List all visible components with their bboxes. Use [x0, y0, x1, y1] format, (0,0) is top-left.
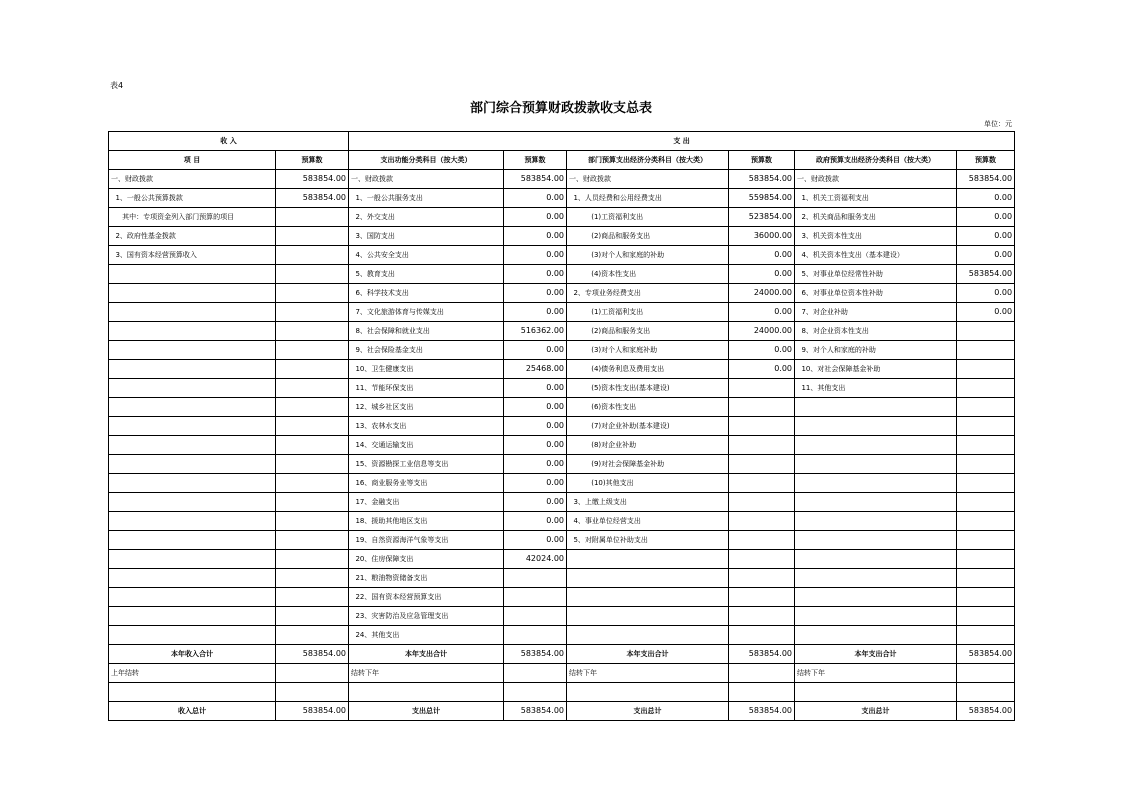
- table-row: [109, 303, 1015, 322]
- item-cell: 一、财政拨款: [109, 170, 276, 189]
- item-cell: 一、财政拨款: [795, 170, 957, 189]
- item-cell: [109, 493, 276, 512]
- budget-table-viewport: [108, 131, 1015, 715]
- budget-cell: [729, 626, 795, 645]
- budget-cell: [957, 322, 1015, 341]
- budget-cell: [276, 379, 349, 398]
- item-cell: 6、对事业单位资本性补助: [795, 284, 957, 303]
- item-cell: (3)对个人和家庭补助: [567, 341, 729, 360]
- item-cell: 2、机关商品和服务支出: [795, 208, 957, 227]
- budget-cell: [276, 227, 349, 246]
- empty-cell: [957, 664, 1015, 683]
- item-cell: 6、科学技术支出: [349, 284, 504, 303]
- item-cell: 21、粮油物资储备支出: [349, 569, 504, 588]
- income-total-value: 583854.00: [276, 702, 349, 721]
- item-cell: [109, 360, 276, 379]
- empty-cell: [567, 683, 729, 702]
- income-year-value: 583854.00: [276, 645, 349, 664]
- budget-cell: 0.00: [729, 246, 795, 265]
- budget-cell: [957, 474, 1015, 493]
- item-cell: 10、对社会保障基金补助: [795, 360, 957, 379]
- item-cell: [795, 607, 957, 626]
- item-cell: 7、对企业补助: [795, 303, 957, 322]
- table-row: [109, 588, 1015, 607]
- budget-cell: 583854.00: [957, 170, 1015, 189]
- item-cell: [109, 265, 276, 284]
- budget-cell: [276, 303, 349, 322]
- item-cell: [109, 474, 276, 493]
- item-cell: 1、机关工资福利支出: [795, 189, 957, 208]
- budget-cell: [729, 588, 795, 607]
- budget-cell: 559854.00: [729, 189, 795, 208]
- item-cell: 3、国防支出: [349, 227, 504, 246]
- budget-cell: 0.00: [729, 303, 795, 322]
- budget-cell: 0.00: [957, 246, 1015, 265]
- item-cell: 15、资源勘探工业信息等支出: [349, 455, 504, 474]
- budget-cell: [504, 588, 567, 607]
- item-cell: 18、援助其他地区支出: [349, 512, 504, 531]
- item-cell: 7、文化旅游体育与传媒支出: [349, 303, 504, 322]
- expense-total-value: 583854.00: [957, 702, 1015, 721]
- item-cell: 5、对附属单位补助支出: [567, 531, 729, 550]
- budget-cell: 0.00: [504, 227, 567, 246]
- budget-cell: 0.00: [504, 436, 567, 455]
- item-cell: [109, 626, 276, 645]
- budget-cell: [276, 208, 349, 227]
- budget-cell: [957, 455, 1015, 474]
- budget-cell: [729, 436, 795, 455]
- budget-cell: [957, 550, 1015, 569]
- empty-cell: [729, 683, 795, 702]
- empty-cell: [276, 683, 349, 702]
- item-cell: (2)商品和服务支出: [567, 322, 729, 341]
- budget-cell: [729, 531, 795, 550]
- item-cell: [109, 588, 276, 607]
- budget-cell: [276, 588, 349, 607]
- item-cell: 20、住房保障支出: [349, 550, 504, 569]
- empty-cell: [729, 664, 795, 683]
- item-cell: [795, 436, 957, 455]
- table-row: [109, 208, 1015, 227]
- empty-cell: [276, 664, 349, 683]
- item-cell: 19、自然资源海洋气象等支出: [349, 531, 504, 550]
- budget-cell: [276, 512, 349, 531]
- budget-cell: 24000.00: [729, 284, 795, 303]
- carry-out-label: 结转下年: [795, 664, 957, 683]
- table-row: [109, 512, 1015, 531]
- budget-cell: [957, 607, 1015, 626]
- item-cell: [109, 455, 276, 474]
- budget-cell: [504, 607, 567, 626]
- budget-cell: 0.00: [957, 303, 1015, 322]
- income-year-label: 本年收入合计: [109, 645, 276, 664]
- budget-cell: [276, 398, 349, 417]
- table-row: [109, 493, 1015, 512]
- table-row: [109, 322, 1015, 341]
- budget-cell: [504, 569, 567, 588]
- budget-header: 预算数: [276, 151, 349, 170]
- item-cell: 24、其他支出: [349, 626, 504, 645]
- budget-cell: 0.00: [504, 474, 567, 493]
- item-cell: [109, 322, 276, 341]
- budget-cell: [276, 493, 349, 512]
- item-cell: 13、农林水支出: [349, 417, 504, 436]
- item-cell: [795, 569, 957, 588]
- empty-cell: [349, 683, 504, 702]
- budget-cell: [957, 360, 1015, 379]
- budget-cell: 0.00: [504, 512, 567, 531]
- table-row: [109, 341, 1015, 360]
- budget-cell: [729, 607, 795, 626]
- expense-year-value: 583854.00: [504, 645, 567, 664]
- budget-cell: [276, 265, 349, 284]
- item-cell: 一、财政拨款: [349, 170, 504, 189]
- budget-cell: [957, 626, 1015, 645]
- item-cell: [567, 550, 729, 569]
- table-row: [109, 189, 1015, 208]
- budget-cell: 0.00: [504, 284, 567, 303]
- budget-cell: 0.00: [504, 341, 567, 360]
- budget-cell: [729, 398, 795, 417]
- item-cell: 17、金融支出: [349, 493, 504, 512]
- budget-cell: [957, 341, 1015, 360]
- item-cell: [567, 626, 729, 645]
- empty-cell: [504, 683, 567, 702]
- item-cell: [795, 417, 957, 436]
- item-cell: [109, 569, 276, 588]
- item-cell: 16、商业服务业等支出: [349, 474, 504, 493]
- item-cell: (5)资本性支出(基本建设): [567, 379, 729, 398]
- item-cell: [109, 531, 276, 550]
- budget-cell: [276, 284, 349, 303]
- item-cell: 2、外交支出: [349, 208, 504, 227]
- budget-cell: 0.00: [504, 189, 567, 208]
- carry-out-label: 结转下年: [567, 664, 729, 683]
- expense-year-label: 本年支出合计: [567, 645, 729, 664]
- income-item-header: 项 目: [109, 151, 276, 170]
- item-cell: (9)对社会保障基金补助: [567, 455, 729, 474]
- item-cell: [109, 417, 276, 436]
- item-cell: [109, 550, 276, 569]
- budget-cell: 0.00: [504, 379, 567, 398]
- item-cell: 1、一般公共服务支出: [349, 189, 504, 208]
- budget-cell: 0.00: [504, 208, 567, 227]
- totals-row: [109, 702, 1015, 721]
- budget-cell: [957, 398, 1015, 417]
- budget-cell: 523854.00: [729, 208, 795, 227]
- item-cell: 22、国有资本经营预算支出: [349, 588, 504, 607]
- item-cell: (1)工资福利支出: [567, 303, 729, 322]
- item-cell: [795, 455, 957, 474]
- item-cell: 4、机关资本性支出（基本建设）: [795, 246, 957, 265]
- budget-cell: 583854.00: [276, 189, 349, 208]
- budget-table: [108, 131, 1015, 721]
- item-cell: (4)债务利息及费用支出: [567, 360, 729, 379]
- budget-cell: 0.00: [729, 360, 795, 379]
- item-cell: [109, 607, 276, 626]
- table-row: [109, 607, 1015, 626]
- item-cell: 11、其他支出: [795, 379, 957, 398]
- budget-cell: [276, 607, 349, 626]
- budget-cell: [729, 455, 795, 474]
- expense-total-label: 支出总计: [349, 702, 504, 721]
- budget-cell: [276, 436, 349, 455]
- item-cell: [567, 569, 729, 588]
- dept-econ-class-header: 部门预算支出经济分类科目（按大类）: [567, 151, 729, 170]
- gov-econ-class-header: 政府预算支出经济分类科目（按大类）: [795, 151, 957, 170]
- item-cell: (3)对个人和家庭的补助: [567, 246, 729, 265]
- table-row: [109, 550, 1015, 569]
- expense-total-value: 583854.00: [729, 702, 795, 721]
- budget-cell: [276, 455, 349, 474]
- empty-cell: [957, 683, 1015, 702]
- budget-cell: [276, 341, 349, 360]
- budget-header: 预算数: [957, 151, 1015, 170]
- budget-cell: [276, 474, 349, 493]
- item-cell: [109, 303, 276, 322]
- item-cell: (10)其他支出: [567, 474, 729, 493]
- budget-cell: [957, 512, 1015, 531]
- budget-cell: 25468.00: [504, 360, 567, 379]
- item-cell: 4、事业单位经营支出: [567, 512, 729, 531]
- empty-cell: [109, 683, 276, 702]
- item-cell: 8、社会保障和就业支出: [349, 322, 504, 341]
- budget-cell: [276, 360, 349, 379]
- budget-cell: 583854.00: [957, 265, 1015, 284]
- item-cell: 23、灾害防治及应急管理支出: [349, 607, 504, 626]
- table-row: [109, 246, 1015, 265]
- budget-cell: 0.00: [957, 227, 1015, 246]
- item-cell: 3、上缴上级支出: [567, 493, 729, 512]
- expense-total-label: 支出总计: [795, 702, 957, 721]
- budget-cell: 0.00: [729, 341, 795, 360]
- budget-cell: 0.00: [504, 417, 567, 436]
- table-row: [109, 398, 1015, 417]
- table-row: [109, 227, 1015, 246]
- item-cell: [109, 398, 276, 417]
- budget-cell: [276, 626, 349, 645]
- expense-total-value: 583854.00: [504, 702, 567, 721]
- item-cell: 9、对个人和家庭的补助: [795, 341, 957, 360]
- budget-cell: [504, 626, 567, 645]
- budget-cell: 0.00: [504, 265, 567, 284]
- budget-cell: 583854.00: [729, 170, 795, 189]
- table-row: [109, 531, 1015, 550]
- budget-cell: 36000.00: [729, 227, 795, 246]
- budget-cell: 24000.00: [729, 322, 795, 341]
- item-cell: 12、城乡社区支出: [349, 398, 504, 417]
- empty-cell: [795, 683, 957, 702]
- item-cell: 2、政府性基金拨款: [109, 227, 276, 246]
- budget-cell: [276, 417, 349, 436]
- budget-cell: [957, 569, 1015, 588]
- item-cell: [109, 436, 276, 455]
- item-cell: [109, 379, 276, 398]
- item-cell: 一、财政拨款: [567, 170, 729, 189]
- carry-out-label: 结转下年: [349, 664, 504, 683]
- item-cell: 5、对事业单位经常性补助: [795, 265, 957, 284]
- budget-cell: 583854.00: [504, 170, 567, 189]
- item-cell: [795, 626, 957, 645]
- item-cell: 8、对企业资本性支出: [795, 322, 957, 341]
- budget-cell: 0.00: [504, 455, 567, 474]
- item-cell: 其中：专项资金列入部门预算的项目: [109, 208, 276, 227]
- table-row: [109, 265, 1015, 284]
- item-cell: [795, 531, 957, 550]
- budget-cell: 0.00: [957, 284, 1015, 303]
- budget-cell: 0.00: [504, 246, 567, 265]
- item-cell: (4)资本性支出: [567, 265, 729, 284]
- item-cell: 14、交通运输支出: [349, 436, 504, 455]
- expense-year-value: 583854.00: [729, 645, 795, 664]
- table-row: [109, 284, 1015, 303]
- item-cell: (6)资本性支出: [567, 398, 729, 417]
- item-cell: (8)对企业补助: [567, 436, 729, 455]
- budget-cell: 0.00: [504, 398, 567, 417]
- item-cell: [567, 607, 729, 626]
- budget-cell: [957, 436, 1015, 455]
- item-cell: 3、国有资本经营预算收入: [109, 246, 276, 265]
- item-cell: [795, 474, 957, 493]
- totals-row: [109, 683, 1015, 702]
- budget-cell: [276, 569, 349, 588]
- item-cell: 10、卫生健康支出: [349, 360, 504, 379]
- item-cell: [795, 398, 957, 417]
- item-cell: 1、人员经费和公用经费支出: [567, 189, 729, 208]
- budget-cell: [729, 550, 795, 569]
- item-cell: [109, 512, 276, 531]
- budget-cell: [729, 493, 795, 512]
- item-cell: [795, 550, 957, 569]
- item-cell: 3、机关资本性支出: [795, 227, 957, 246]
- budget-cell: 0.00: [957, 208, 1015, 227]
- income-total-label: 收入总计: [109, 702, 276, 721]
- budget-cell: [957, 531, 1015, 550]
- totals-row: [109, 645, 1015, 664]
- item-cell: (1)工资福利支出: [567, 208, 729, 227]
- income-header: 收 入: [109, 132, 349, 151]
- budget-cell: 583854.00: [276, 170, 349, 189]
- budget-cell: [957, 417, 1015, 436]
- table-row: [109, 379, 1015, 398]
- budget-cell: [729, 379, 795, 398]
- table-row: [109, 474, 1015, 493]
- budget-cell: [729, 569, 795, 588]
- budget-cell: [957, 588, 1015, 607]
- budget-cell: 516362.00: [504, 322, 567, 341]
- budget-cell: 0.00: [729, 265, 795, 284]
- table-row: [109, 417, 1015, 436]
- expense-year-value: 583854.00: [957, 645, 1015, 664]
- table-row: [109, 455, 1015, 474]
- item-cell: 1、一般公共预算拨款: [109, 189, 276, 208]
- budget-cell: [729, 474, 795, 493]
- budget-cell: 0.00: [504, 493, 567, 512]
- item-cell: [567, 588, 729, 607]
- totals-row: [109, 664, 1015, 683]
- item-cell: [795, 493, 957, 512]
- budget-cell: [276, 246, 349, 265]
- budget-cell: [729, 417, 795, 436]
- item-cell: [795, 512, 957, 531]
- item-cell: [795, 588, 957, 607]
- item-cell: 11、节能环保支出: [349, 379, 504, 398]
- table-row: [109, 626, 1015, 645]
- expense-total-label: 支出总计: [567, 702, 729, 721]
- item-cell: [109, 341, 276, 360]
- item-cell: 4、公共安全支出: [349, 246, 504, 265]
- budget-header: 预算数: [729, 151, 795, 170]
- budget-cell: [957, 493, 1015, 512]
- table-row: [109, 569, 1015, 588]
- expense-year-label: 本年支出合计: [349, 645, 504, 664]
- item-cell: (2)商品和服务支出: [567, 227, 729, 246]
- item-cell: 9、社会保险基金支出: [349, 341, 504, 360]
- page-title: 部门综合预算财政拨款收支总表: [469, 101, 652, 116]
- budget-cell: [276, 322, 349, 341]
- budget-cell: 0.00: [504, 303, 567, 322]
- budget-cell: [276, 531, 349, 550]
- table-row: [109, 360, 1015, 379]
- expense-header: 支 出: [349, 132, 1015, 151]
- unit-label: 单位：元: [984, 120, 1012, 128]
- budget-cell: 0.00: [957, 189, 1015, 208]
- carry-in-label: 上年结转: [109, 664, 276, 683]
- table-row: [109, 436, 1015, 455]
- item-cell: 2、专项业务经费支出: [567, 284, 729, 303]
- item-cell: [109, 284, 276, 303]
- table-row: [109, 170, 1015, 189]
- budget-cell: 0.00: [504, 531, 567, 550]
- empty-cell: [504, 664, 567, 683]
- item-cell: (7)对企业补助(基本建设): [567, 417, 729, 436]
- budget-cell: [729, 512, 795, 531]
- budget-cell: [276, 550, 349, 569]
- expense-year-label: 本年支出合计: [795, 645, 957, 664]
- budget-cell: [957, 379, 1015, 398]
- budget-header: 预算数: [504, 151, 567, 170]
- budget-cell: 42024.00: [504, 550, 567, 569]
- func-class-header: 支出功能分类科目（按大类）: [349, 151, 504, 170]
- table-tag: 表4: [110, 81, 124, 90]
- item-cell: 5、教育支出: [349, 265, 504, 284]
